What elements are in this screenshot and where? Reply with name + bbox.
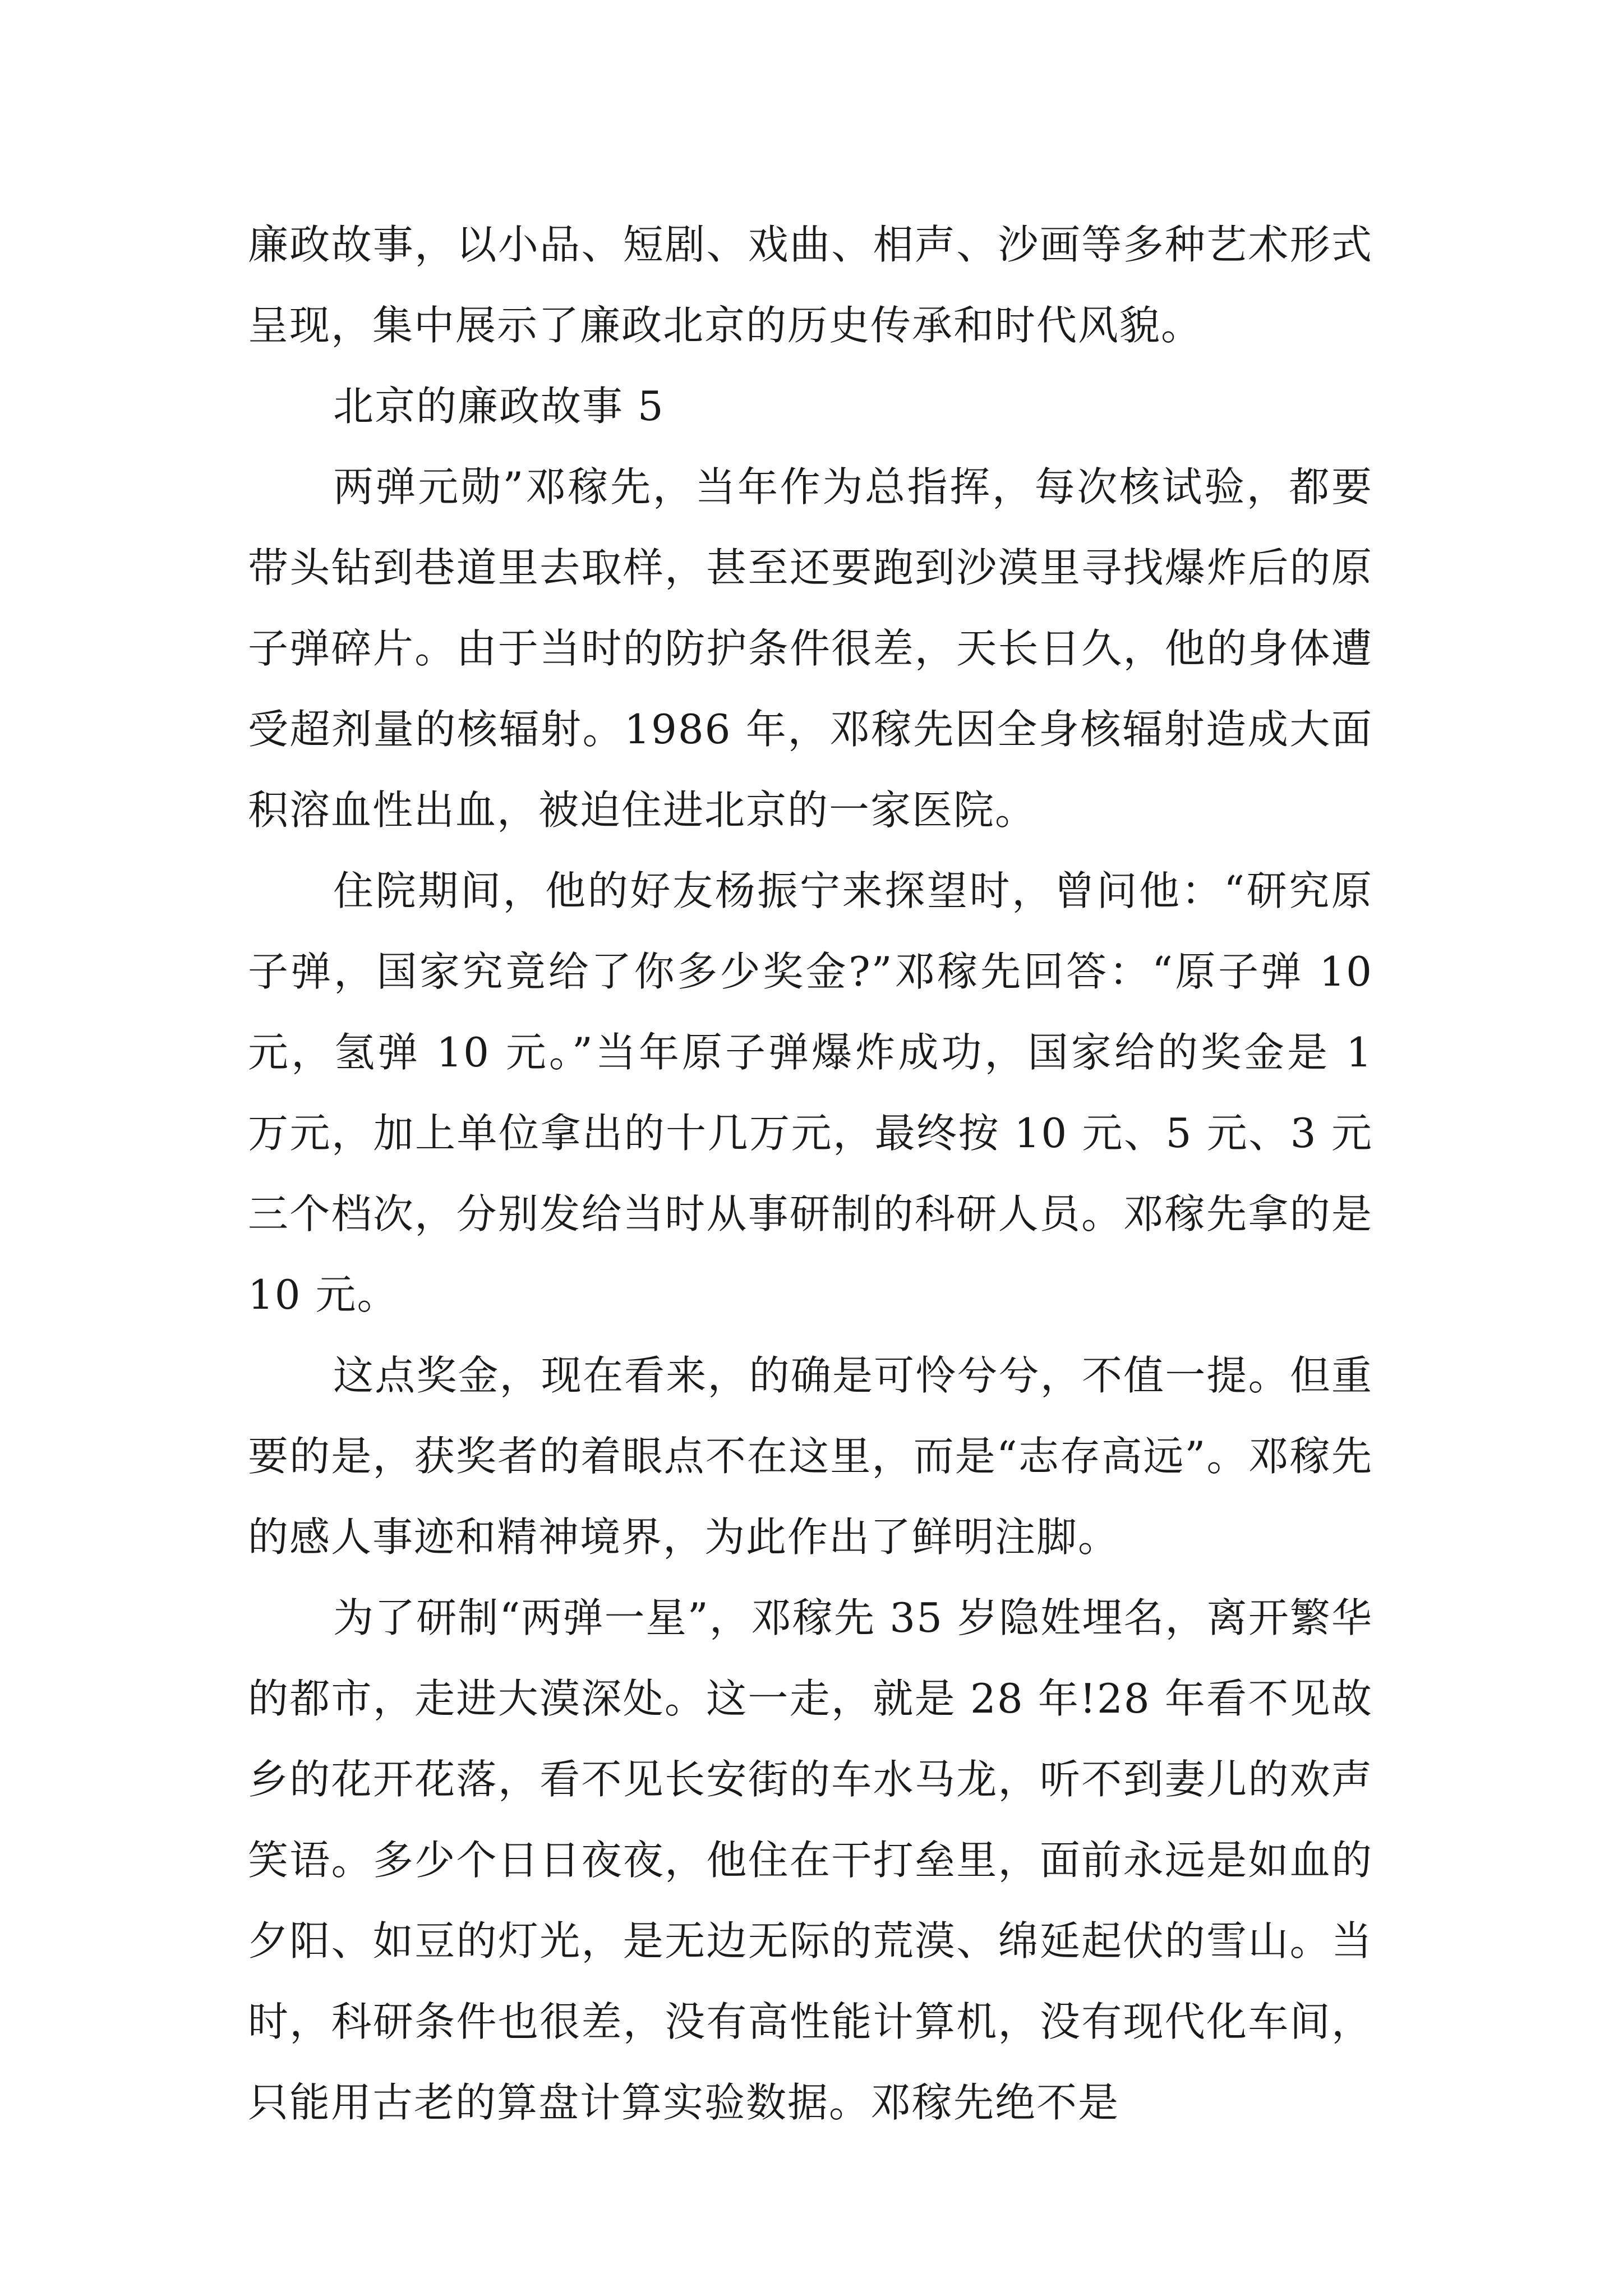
section-heading: 北京的廉政故事 5 <box>333 383 665 430</box>
paragraph: 住院期间，他的好友杨振宁来探望时，曾问他：“研究原子弹，国家究竟给了你多少奖金?”邓稼先回答：“原子弹 10 元，氢弹 10 元。”当年原子弹爆炸成功，国家给的奖金是 1 万元，加上单位拿出的十几万元，最终按 10 元、5 元、3 元三个档次，分别发给当时从事研制的科研人员。邓稼先拿的是 10 元。 <box>248 867 1373 1318</box>
paragraph: 这点奖金，现在看来，的确是可怜兮兮，不值一提。但重要的是，获奖者的着眼点不在这里，而是“志存高远”。邓稼先的感人事迹和精神境界，为此作出了鲜明注脚。 <box>248 1352 1373 1561</box>
paragraph: 为了研制“两弹一星”，邓稼先 35 岁隐姓埋名，离开繁华的都市，走进大漠深处。这一走，就是 28 年!28 年看不见故乡的花开花落，看不见长安街的车水马龙，听不到妻儿的欢声笑语。多少个日日夜夜，他住在干打垒里，面前永远是如血的夕阳、如豆的灯光，是无边无际的荒漠、绵延起伏的雪山。当时，科研条件也很差，没有高性能计算机，没有现代化车间，只能用古老的算盘计算实验数据。邓稼先绝不是 <box>248 1594 1373 2126</box>
paragraph-continuation: 廉政故事，以小品、短剧、戏曲、相声、沙画等多种艺术形式呈现，集中展示了廉政北京的历史传承和时代风貌。 <box>248 221 1373 349</box>
paragraph: 两弹元勋”邓稼先，当年作为总指挥，每次核试验，都要带头钻到巷道里去取样，甚至还要跑到沙漠里寻找爆炸后的原子弹碎片。由于当时的防护条件很差，天长日久，他的身体遭受超剂量的核辐射。1986 年，邓稼先因全身核辐射造成大面积溶血性出血，被迫住进北京的一家医院。 <box>248 463 1373 834</box>
document-body <box>248 204 1373 2143</box>
